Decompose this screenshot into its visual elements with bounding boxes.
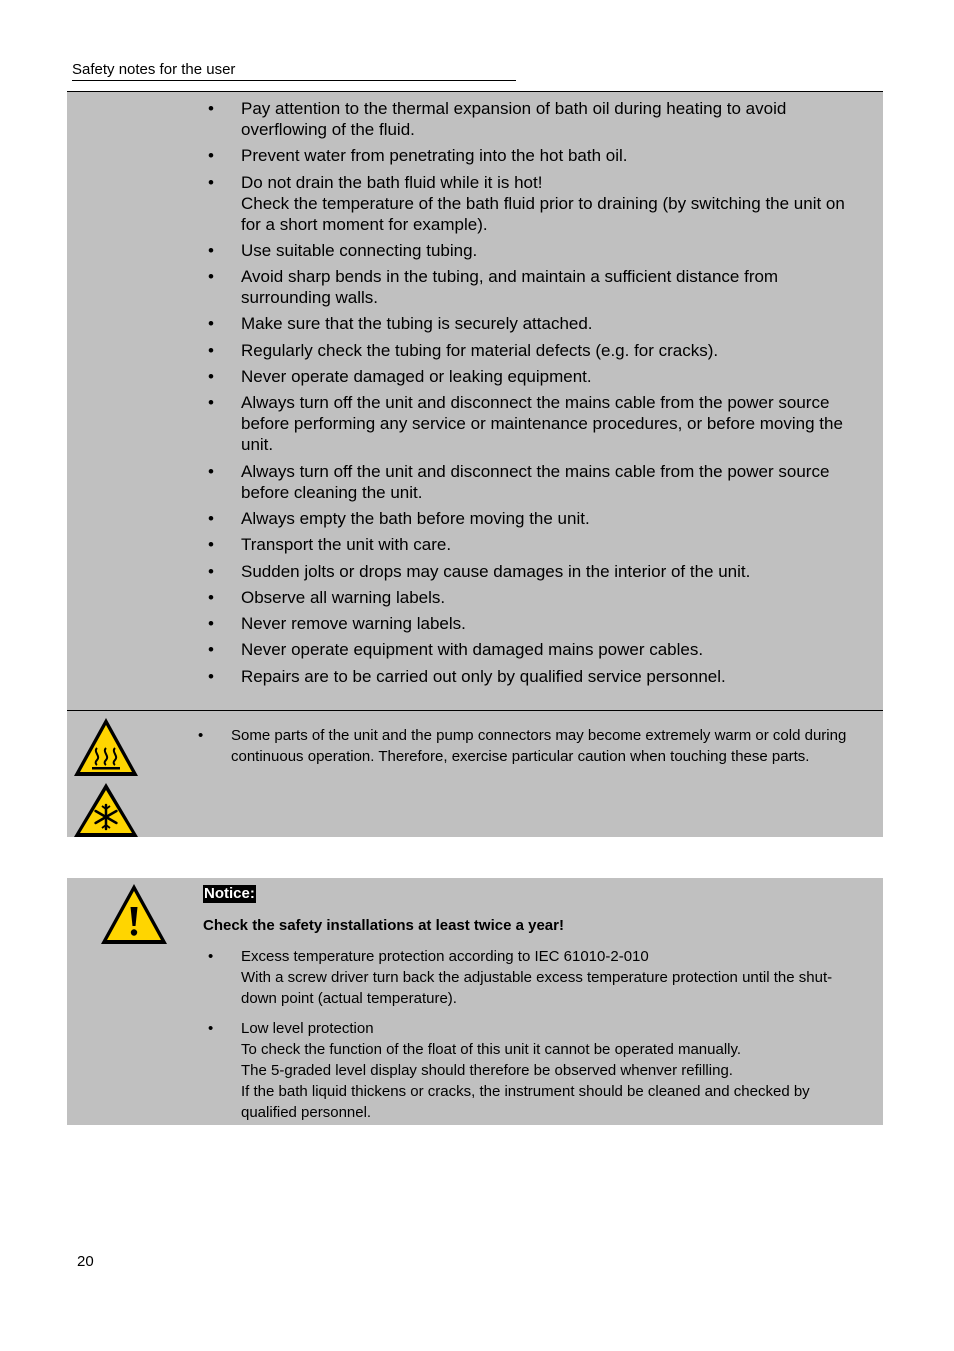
list-item-text: Always empty the bath before moving the unit. xyxy=(241,508,590,528)
list-item-text: If the bath liquid thickens or cracks, the instrument should be cleaned and checked by qualified personnel. xyxy=(241,1083,810,1121)
list-item-text: Pay attention to the thermal expansion of bath oil during heating to avoid overflowing of the fluid. xyxy=(241,99,787,139)
bullet-icon: • xyxy=(208,314,214,334)
list-item-text: Transport the unit with care. xyxy=(241,535,452,555)
hot-cold-warning-panel xyxy=(67,710,883,837)
list-item-text: Do not drain the bath fluid while it is hot! xyxy=(241,172,543,192)
list-item xyxy=(208,534,868,555)
list-item-text: Never remove warning labels. xyxy=(241,614,466,634)
list-item xyxy=(208,172,868,235)
list-item xyxy=(208,613,868,634)
bullet-icon: • xyxy=(208,461,214,481)
list-item xyxy=(208,461,868,503)
general-warning-icon xyxy=(99,882,169,946)
bullet-icon: • xyxy=(208,146,214,166)
bullet-icon: • xyxy=(198,727,204,744)
list-item-text: Repairs are to be carried out only by qualified service personnel. xyxy=(241,666,726,686)
list-item-text: Prevent water from penetrating into the hot bath oil. xyxy=(241,146,628,166)
hot-cold-warning-list xyxy=(198,725,858,767)
list-item-text: With a screw driver turn back the adjustable excess temperature protection until the shut-down point (actual temperature). xyxy=(241,969,833,1007)
list-item xyxy=(198,725,858,767)
list-item-text: Avoid sharp bends in the tubing, and maintain a sufficient distance from surrounding walls. xyxy=(241,267,779,308)
list-item-text: Never operate equipment with damaged mains power cables. xyxy=(241,640,704,660)
bullet-icon: • xyxy=(208,99,214,118)
page-number: 20 xyxy=(77,1253,94,1270)
bullet-icon: • xyxy=(208,587,214,607)
list-item xyxy=(208,240,868,261)
list-item-text: Always turn off the unit and disconnect the mains cable from the power source before performing any service or maintenance procedures, or before moving the unit. xyxy=(241,393,843,455)
list-item xyxy=(208,313,868,334)
safety-notes-list xyxy=(208,98,868,692)
list-item-text: Low level protection xyxy=(241,1020,374,1037)
safety-checks-list xyxy=(208,946,863,1132)
bullet-icon: • xyxy=(208,393,214,413)
list-item xyxy=(208,639,868,660)
list-item-text: The 5-graded level display should therefore be observed whenver refilling. xyxy=(241,1062,733,1079)
list-item-text: Always turn off the unit and disconnect the mains cable from the power source before cleaning the unit. xyxy=(241,461,830,502)
bullet-icon: • xyxy=(208,367,214,387)
list-item xyxy=(208,340,868,361)
list-item xyxy=(208,366,868,387)
list-item xyxy=(208,666,868,687)
notice-heading: Check the safety installations at least twice a year! xyxy=(203,917,564,934)
bullet-icon: • xyxy=(208,172,214,192)
bullet-icon: • xyxy=(208,614,214,634)
bullet-icon: • xyxy=(208,267,214,287)
bullet-icon: • xyxy=(208,1020,214,1037)
list-item xyxy=(208,98,868,140)
bullet-icon: • xyxy=(208,535,214,555)
list-item-text: Use suitable connecting tubing. xyxy=(241,240,478,260)
list-item-text: Make sure that the tubing is securely attached. xyxy=(241,314,593,334)
list-item-text: Never operate damaged or leaking equipment. xyxy=(241,367,592,387)
list-item xyxy=(208,508,868,529)
notice-label: Notice: xyxy=(204,885,255,902)
list-item-text: Check the temperature of the bath fluid prior to draining (by switching the unit on for a short moment for example). xyxy=(241,193,845,234)
bullet-icon: • xyxy=(208,561,214,581)
list-item-text: Regularly check the tubing for material defects (e.g. for cracks). xyxy=(241,340,719,360)
list-item-text: Sudden jolts or drops may cause damages in the interior of the unit. xyxy=(241,561,751,581)
list-item-text: Some parts of the unit and the pump connectors may become extremely warm or cold during continuous operation. Therefore, exercise particular caution when touching these parts. xyxy=(231,727,847,765)
low-temperature-warning-icon xyxy=(72,781,140,837)
bullet-icon: • xyxy=(208,948,214,965)
bullet-icon: • xyxy=(208,640,214,660)
safety-notes-panel xyxy=(67,91,883,711)
notice-panel xyxy=(67,878,883,1125)
hot-surface-warning-icon xyxy=(72,716,140,778)
bullet-icon: • xyxy=(208,508,214,528)
list-item xyxy=(208,587,868,608)
list-item xyxy=(208,266,868,308)
bullet-icon: • xyxy=(208,340,214,360)
list-item xyxy=(208,1018,863,1123)
list-item xyxy=(208,561,868,582)
list-item-text: Observe all warning labels. xyxy=(241,587,446,607)
bullet-icon: • xyxy=(208,666,214,686)
list-item xyxy=(208,392,868,455)
list-item xyxy=(208,145,868,166)
list-item-text: To check the function of the float of this unit it cannot be operated manually. xyxy=(241,1041,742,1058)
list-item-text: Excess temperature protection according to IEC 61010-2-010 xyxy=(241,948,649,965)
bullet-icon: • xyxy=(208,240,214,260)
page-header: Safety notes for the user xyxy=(72,60,516,81)
list-item xyxy=(208,946,863,1009)
